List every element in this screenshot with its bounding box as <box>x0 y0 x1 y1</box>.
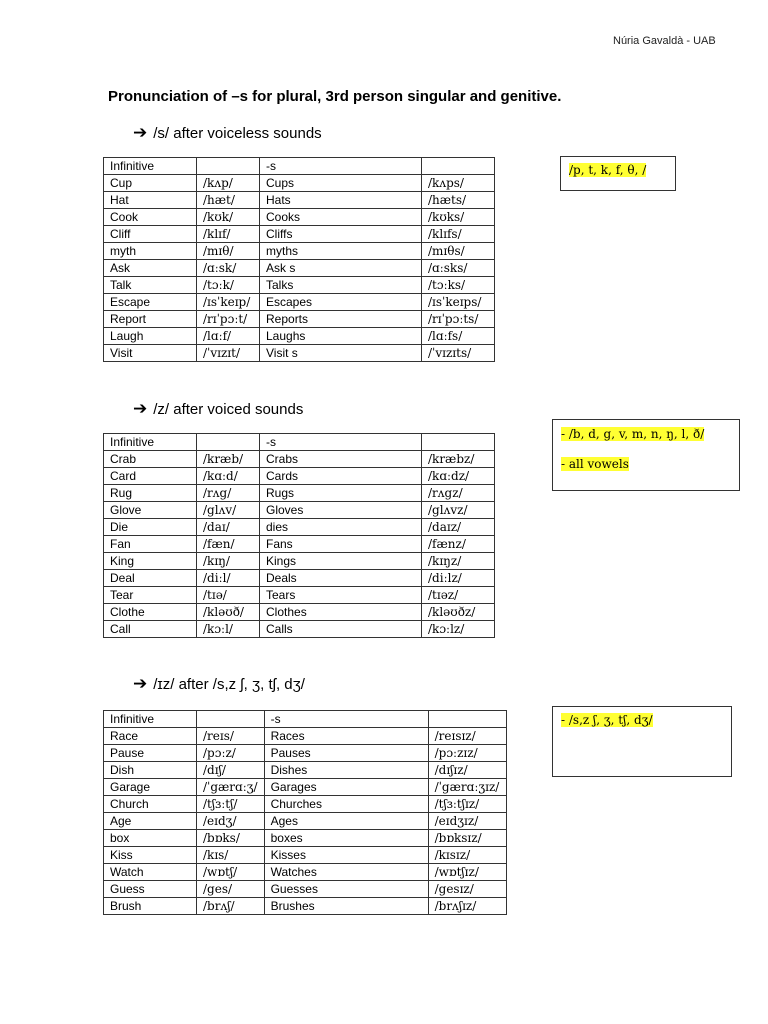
section-heading-s <box>133 123 322 143</box>
table-row <box>104 728 507 745</box>
word-cell: Escapes <box>260 294 422 311</box>
ipa-cell: /kræb/ <box>197 451 260 468</box>
column-header: -s <box>264 711 428 728</box>
word-cell: Kings <box>260 553 422 570</box>
ipa-cell: /bɒksɪz/ <box>428 830 506 847</box>
column-header <box>197 434 260 451</box>
note-box-voiced <box>552 419 740 491</box>
table-row <box>104 502 495 519</box>
note-line: - all vowels <box>561 457 629 471</box>
note-box-voiceless <box>560 156 676 191</box>
word-cell: Deal <box>104 570 197 587</box>
table-row <box>104 570 495 587</box>
table-header-row <box>104 711 507 728</box>
ipa-cell: /tʃɜːtʃ/ <box>197 796 265 813</box>
table-row <box>104 260 495 277</box>
word-cell: Cliffs <box>260 226 422 243</box>
table-row <box>104 553 495 570</box>
word-cell: Rug <box>104 485 197 502</box>
ipa-cell: /diːlz/ <box>422 570 495 587</box>
word-cell: Guess <box>104 881 197 898</box>
word-cell: Laughs <box>260 328 422 345</box>
ipa-cell: /daɪz/ <box>422 519 495 536</box>
word-cell: King <box>104 553 197 570</box>
word-cell: Garage <box>104 779 197 796</box>
table-row <box>104 779 507 796</box>
table-header-row <box>104 158 495 175</box>
ipa-cell: /mɪθs/ <box>422 243 495 260</box>
table-row <box>104 830 507 847</box>
word-cell: Cup <box>104 175 197 192</box>
ipa-cell: /bɒks/ <box>197 830 265 847</box>
author-header: Núria Gavaldà - UAB <box>613 35 716 47</box>
word-cell: Die <box>104 519 197 536</box>
word-cell: Card <box>104 468 197 485</box>
word-cell: Talks <box>260 277 422 294</box>
table-row <box>104 294 495 311</box>
word-cell: Rugs <box>260 485 422 502</box>
word-cell: Talk <box>104 277 197 294</box>
word-cell: Age <box>104 813 197 830</box>
column-header: Infinitive <box>104 711 197 728</box>
word-cell: Tears <box>260 587 422 604</box>
ipa-cell: /wɒtʃ/ <box>197 864 265 881</box>
ipa-cell: /tɪə/ <box>197 587 260 604</box>
column-header: Infinitive <box>104 434 197 451</box>
word-cell: Ask <box>104 260 197 277</box>
section-heading-text: /ɪz/ after /s,z ʃ, ʒ, tʃ, dʒ/ <box>153 675 305 693</box>
ipa-cell: /kɪs/ <box>197 847 265 864</box>
ipa-cell: /rʌg/ <box>197 485 260 502</box>
ipa-cell: /eɪdʒɪz/ <box>428 813 506 830</box>
ipa-cell: /tɔːk/ <box>197 277 260 294</box>
ipa-cell: /kɔːlz/ <box>422 621 495 638</box>
word-cell: Visit <box>104 345 197 362</box>
ipa-cell: /kʌps/ <box>422 175 495 192</box>
ipa-cell: /klɪfs/ <box>422 226 495 243</box>
ipa-cell: /kræbz/ <box>422 451 495 468</box>
table-row <box>104 192 495 209</box>
word-cell: dies <box>260 519 422 536</box>
table-row <box>104 864 507 881</box>
word-cell: Garages <box>264 779 428 796</box>
section-heading-text: /s/ after voiceless sounds <box>153 124 322 142</box>
section-heading-z <box>133 399 303 419</box>
ipa-cell: /kɔːl/ <box>197 621 260 638</box>
table-row <box>104 898 507 915</box>
word-cell: Glove <box>104 502 197 519</box>
word-cell: Church <box>104 796 197 813</box>
ipa-cell: /brʌʃ/ <box>197 898 265 915</box>
arrow-right-icon: ➔ <box>133 399 148 418</box>
ipa-cell: /kɪŋ/ <box>197 553 260 570</box>
word-cell: Visit s <box>260 345 422 362</box>
section-heading-text: /z/ after voiced sounds <box>153 400 304 418</box>
table-row <box>104 536 495 553</box>
ipa-cell: /ɪsˈkeɪp/ <box>197 294 260 311</box>
column-header <box>422 158 495 175</box>
ipa-cell: /kʊks/ <box>422 209 495 226</box>
ipa-cell: /ˈvɪzɪt/ <box>197 345 260 362</box>
table-row <box>104 243 495 260</box>
word-cell: Report <box>104 311 197 328</box>
ipa-cell: /kɪsɪz/ <box>428 847 506 864</box>
ipa-cell: /glʌv/ <box>197 502 260 519</box>
column-header: Infinitive <box>104 158 197 175</box>
ipa-cell: /lɑːf/ <box>197 328 260 345</box>
word-cell: boxes <box>264 830 428 847</box>
table-row <box>104 762 507 779</box>
word-cell: Tear <box>104 587 197 604</box>
table-row <box>104 813 507 830</box>
word-cell: Churches <box>264 796 428 813</box>
ipa-cell: /ges/ <box>197 881 265 898</box>
word-cell: Ask s <box>260 260 422 277</box>
note-box-sibilants <box>552 706 732 777</box>
ipa-cell: /kɪŋz/ <box>422 553 495 570</box>
ipa-cell: /ˈgærɑːʒ/ <box>197 779 265 796</box>
column-header: -s <box>260 434 422 451</box>
word-cell: myths <box>260 243 422 260</box>
word-cell: box <box>104 830 197 847</box>
word-cell: Brush <box>104 898 197 915</box>
ipa-cell: /fænz/ <box>422 536 495 553</box>
word-cell: Watch <box>104 864 197 881</box>
ipa-cell: /lɑːfs/ <box>422 328 495 345</box>
page-title: Pronunciation of –s for plural, 3rd person singular and genitive. <box>108 88 562 105</box>
word-cell: Cooks <box>260 209 422 226</box>
table-row <box>104 328 495 345</box>
table-row <box>104 485 495 502</box>
ipa-cell: /kʌp/ <box>197 175 260 192</box>
ipa-cell: /kɑːd/ <box>197 468 260 485</box>
ipa-cell: /tɔːks/ <box>422 277 495 294</box>
ipa-cell: /ˈgærɑːʒɪz/ <box>428 779 506 796</box>
table-row <box>104 881 507 898</box>
table-row <box>104 311 495 328</box>
word-cell: Race <box>104 728 197 745</box>
word-cell: Crabs <box>260 451 422 468</box>
ipa-cell: /pɔːz/ <box>197 745 265 762</box>
word-cell: Clothe <box>104 604 197 621</box>
table-iz-sibilants <box>103 710 507 915</box>
word-cell: Hat <box>104 192 197 209</box>
word-cell: Gloves <box>260 502 422 519</box>
ipa-cell: /hæts/ <box>422 192 495 209</box>
word-cell: Fan <box>104 536 197 553</box>
word-cell: Reports <box>260 311 422 328</box>
table-row <box>104 209 495 226</box>
word-cell: Cups <box>260 175 422 192</box>
word-cell: Cliff <box>104 226 197 243</box>
column-header <box>197 711 265 728</box>
ipa-cell: /fæn/ <box>197 536 260 553</box>
column-header <box>428 711 506 728</box>
word-cell: Cook <box>104 209 197 226</box>
table-row <box>104 226 495 243</box>
ipa-cell: /tɪəz/ <box>422 587 495 604</box>
table-row <box>104 604 495 621</box>
ipa-cell: /ˈvɪzɪts/ <box>422 345 495 362</box>
table-z-voiced <box>103 433 495 638</box>
word-cell: Kisses <box>264 847 428 864</box>
word-cell: myth <box>104 243 197 260</box>
ipa-cell: /kləʊðz/ <box>422 604 495 621</box>
ipa-cell: /brʌʃɪz/ <box>428 898 506 915</box>
word-cell: Clothes <box>260 604 422 621</box>
word-cell: Calls <box>260 621 422 638</box>
ipa-cell: /kləʊð/ <box>197 604 260 621</box>
ipa-cell: /ɑːsks/ <box>422 260 495 277</box>
word-cell: Hats <box>260 192 422 209</box>
word-cell: Fans <box>260 536 422 553</box>
table-row <box>104 847 507 864</box>
table-s-voiceless <box>103 157 495 362</box>
ipa-cell: /klɪf/ <box>197 226 260 243</box>
arrow-right-icon: ➔ <box>133 674 148 693</box>
word-cell: Dishes <box>264 762 428 779</box>
word-cell: Call <box>104 621 197 638</box>
ipa-cell: /ɑːsk/ <box>197 260 260 277</box>
table-row <box>104 621 495 638</box>
word-cell: Ages <box>264 813 428 830</box>
table-row <box>104 587 495 604</box>
word-cell: Pause <box>104 745 197 762</box>
ipa-cell: /kɑːdz/ <box>422 468 495 485</box>
word-cell: Races <box>264 728 428 745</box>
ipa-cell: /rɪˈpɔːt/ <box>197 311 260 328</box>
word-cell: Dish <box>104 762 197 779</box>
table-row <box>104 451 495 468</box>
table-row <box>104 745 507 762</box>
table-row <box>104 796 507 813</box>
ipa-cell: /reɪsɪz/ <box>428 728 506 745</box>
ipa-cell: /glʌvz/ <box>422 502 495 519</box>
table-header-row <box>104 434 495 451</box>
ipa-cell: /rɪˈpɔːts/ <box>422 311 495 328</box>
arrow-right-icon: ➔ <box>133 123 148 142</box>
ipa-cell: /dɪʃɪz/ <box>428 762 506 779</box>
word-cell: Deals <box>260 570 422 587</box>
ipa-cell: /daɪ/ <box>197 519 260 536</box>
ipa-cell: /ɪsˈkeɪps/ <box>422 294 495 311</box>
table-row <box>104 345 495 362</box>
ipa-cell: /diːl/ <box>197 570 260 587</box>
ipa-cell: /kʊk/ <box>197 209 260 226</box>
section-heading-iz <box>133 674 305 694</box>
table-row <box>104 175 495 192</box>
ipa-cell: /reɪs/ <box>197 728 265 745</box>
column-header <box>197 158 260 175</box>
word-cell: Kiss <box>104 847 197 864</box>
ipa-cell: /tʃɜːtʃɪz/ <box>428 796 506 813</box>
ipa-cell: /hæt/ <box>197 192 260 209</box>
column-header: -s <box>260 158 422 175</box>
note-line: - /b, d, g, v, m, n, ŋ, l, ð/ <box>561 427 705 441</box>
word-cell: Watches <box>264 864 428 881</box>
column-header <box>422 434 495 451</box>
word-cell: Brushes <box>264 898 428 915</box>
word-cell: Escape <box>104 294 197 311</box>
word-cell: Guesses <box>264 881 428 898</box>
word-cell: Pauses <box>264 745 428 762</box>
ipa-cell: /dɪʃ/ <box>197 762 265 779</box>
word-cell: Laugh <box>104 328 197 345</box>
table-row <box>104 468 495 485</box>
ipa-cell: /eɪdʒ/ <box>197 813 265 830</box>
note-line: - /s,z ʃ, ʒ, tʃ, dʒ/ <box>561 713 653 727</box>
ipa-cell: /mɪθ/ <box>197 243 260 260</box>
word-cell: Cards <box>260 468 422 485</box>
ipa-cell: /rʌgz/ <box>422 485 495 502</box>
table-row <box>104 277 495 294</box>
note-line: /p, t, k, f, θ, / <box>569 163 647 177</box>
word-cell: Crab <box>104 451 197 468</box>
table-row <box>104 519 495 536</box>
ipa-cell: /gesɪz/ <box>428 881 506 898</box>
ipa-cell: /wɒtʃɪz/ <box>428 864 506 881</box>
ipa-cell: /pɔːzɪz/ <box>428 745 506 762</box>
